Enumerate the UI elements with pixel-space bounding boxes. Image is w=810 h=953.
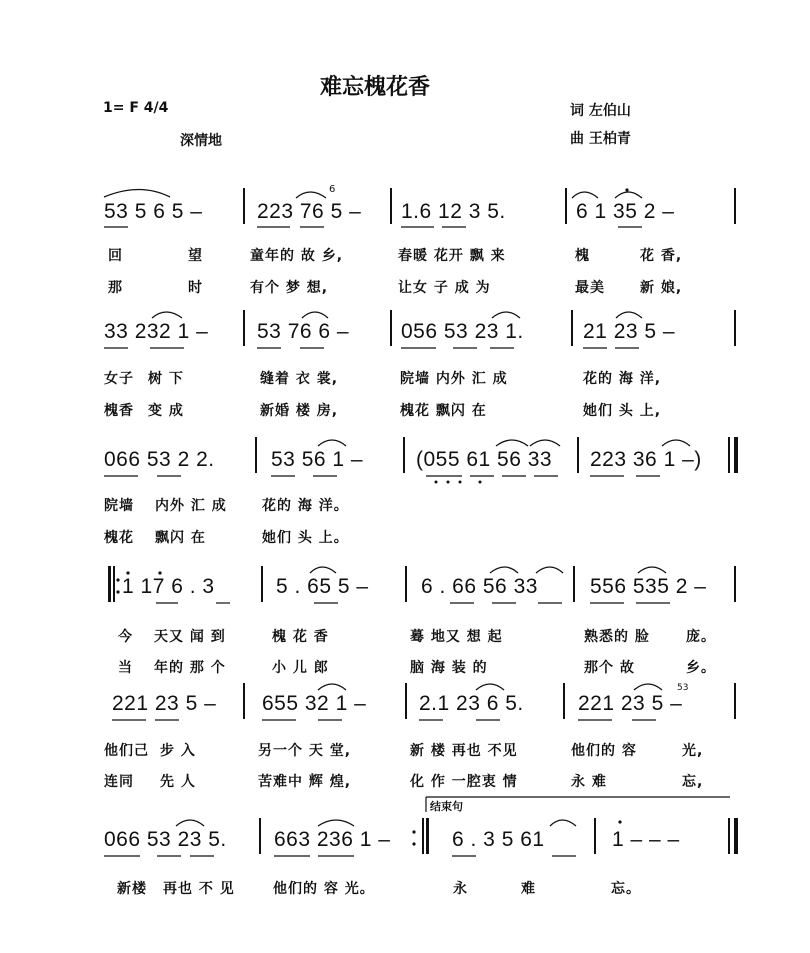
lyric: 脑 海 装 的	[410, 660, 488, 676]
bar-line	[390, 188, 392, 224]
slur	[104, 190, 170, 198]
lyric: 槐花 飘闪 在	[400, 403, 487, 419]
lyric: 难	[521, 881, 536, 897]
measure: 6 . 3 5 61	[452, 828, 545, 851]
lyric: 今	[118, 629, 133, 645]
lyric: 树 下	[148, 371, 184, 387]
measure: 221 23 5 –	[112, 692, 217, 715]
lyric: 光,	[682, 743, 704, 759]
lyric: 新婚 楼 房,	[260, 403, 339, 419]
lyric: 时	[188, 280, 203, 296]
measure: (055 61 56 33	[416, 448, 553, 471]
lyric: 望	[188, 248, 203, 264]
bar-line	[405, 566, 407, 602]
lyric: 苦难中 辉 煌,	[258, 774, 352, 790]
dot-above	[625, 188, 628, 191]
measure: 223 36 1 –)	[590, 448, 702, 471]
slur	[634, 684, 662, 690]
lyric: 内外 汇 成	[155, 498, 227, 514]
bar-line	[422, 818, 424, 854]
measure: 663 236 1 –	[274, 828, 391, 851]
lyric: 变 成	[148, 403, 184, 419]
bar-line	[108, 566, 111, 602]
slur	[662, 440, 690, 446]
lyricist-credit: 词 左伯山	[570, 103, 631, 119]
lyric: 连同	[104, 774, 134, 790]
measure: 2.1 23 6 5.	[419, 692, 524, 715]
measure: 5 . 65 5 –	[276, 575, 369, 598]
lyric: 最美	[575, 280, 605, 296]
slur	[530, 440, 560, 446]
bar-line	[259, 818, 261, 854]
lyric: 花的 海 洋,	[583, 371, 662, 387]
lyric: 庞。	[686, 629, 716, 645]
slur	[496, 440, 528, 446]
slur	[490, 567, 518, 573]
dot-repeat	[412, 842, 415, 845]
bar-line	[594, 818, 596, 854]
grace-note-mark: 53	[677, 683, 689, 693]
measure: 6 . 66 56 33	[421, 575, 538, 598]
slur	[176, 820, 204, 826]
lyric: 院墙	[104, 498, 134, 514]
bar-line	[563, 683, 565, 719]
bar-line	[573, 566, 575, 602]
slur	[476, 684, 504, 690]
lyric: 槐	[575, 248, 590, 264]
bar-line	[734, 683, 736, 719]
dot-below	[479, 481, 482, 484]
lyric: 新 娘,	[640, 280, 683, 296]
lyric: 让女 子 成 为	[398, 280, 491, 296]
slur	[296, 192, 326, 198]
bar-line	[113, 566, 115, 602]
lyric: 那个 故	[584, 660, 635, 676]
measure: 655 32 1 –	[262, 692, 367, 715]
lyric: 熟悉的 脸	[584, 629, 650, 645]
measure: 1 17 6 . 3	[122, 575, 215, 598]
grace-note-mark: 6	[329, 184, 336, 195]
measure: 6 1 35 2 –	[576, 200, 675, 223]
slur	[572, 192, 598, 198]
lyric: 新楼	[117, 881, 147, 897]
lyric: 花 香,	[640, 248, 683, 264]
bar-line	[565, 188, 567, 224]
slur	[638, 567, 666, 573]
lyric: 春暖 花开 飘 来	[398, 248, 506, 264]
slur	[536, 567, 563, 573]
lyric: 小 儿 郎	[272, 660, 329, 676]
slur	[318, 440, 346, 446]
expression-mark: 深情地	[180, 133, 222, 149]
bar-line	[734, 818, 738, 854]
lyric: 忘,	[682, 774, 704, 790]
measure: 1.6 12 3 5.	[401, 200, 506, 223]
lyric: 他们的 容 光。	[273, 881, 375, 897]
lyric: 飘闪 在	[155, 530, 206, 546]
bar-line	[734, 437, 738, 473]
bar-line	[734, 310, 736, 346]
lyric: 那	[108, 280, 123, 296]
slur	[318, 820, 354, 826]
slur	[318, 684, 346, 690]
lyric: 槐 花 香	[272, 629, 329, 645]
dot-below	[459, 481, 462, 484]
lyric: 她们 头 上。	[262, 530, 349, 546]
lyric: 童年的 故 乡,	[250, 248, 344, 264]
lyric: 再也 不 见	[163, 881, 235, 897]
dot-above	[618, 820, 621, 823]
lyric: 他们己	[104, 743, 149, 759]
composer-credit: 曲 王柏青	[570, 131, 631, 147]
slur	[492, 312, 520, 318]
bar-line	[243, 188, 245, 224]
lyric: 当	[118, 660, 133, 676]
lyric: 新 楼 再也 不见	[410, 743, 518, 759]
measure: 221 23 5 –	[578, 692, 683, 715]
dot-repeat	[116, 578, 119, 581]
measure: 066 53 2 2.	[104, 448, 215, 471]
lyric: 回	[108, 248, 123, 264]
bar-line	[577, 437, 579, 473]
lyric: 永	[453, 881, 468, 897]
bar-line	[390, 310, 392, 346]
bar-line	[405, 683, 407, 719]
slur	[616, 312, 642, 318]
lyric: 她们 头 上,	[583, 403, 662, 419]
lyric: 年的 那 个	[154, 660, 226, 676]
dot-repeat	[412, 830, 415, 833]
bar-line	[261, 566, 263, 602]
measure: 53 5 6 5 –	[104, 200, 203, 223]
slur	[615, 192, 642, 198]
lyric: 天又 闻 到	[154, 629, 226, 645]
key-time-signature: 1= F 4/4	[103, 100, 169, 116]
measure: 066 53 23 5.	[104, 828, 227, 851]
bar-line	[734, 188, 736, 224]
ending-label: 结束句	[430, 800, 463, 813]
bar-line	[243, 683, 245, 719]
lyric: 先 人	[160, 774, 196, 790]
lyric: 女子	[104, 371, 134, 387]
lyric: 永 难	[571, 774, 607, 790]
lyric: 有个 梦 想,	[250, 280, 329, 296]
lyric: 另一个 天 堂,	[258, 743, 352, 759]
measure: 33 232 1 –	[104, 320, 209, 343]
lyric: 他们的 容	[571, 743, 637, 759]
bar-line	[728, 818, 730, 854]
dot-repeat	[116, 590, 119, 593]
bar-line	[734, 566, 736, 602]
measure: 056 53 23 1.	[401, 320, 524, 343]
bar-line	[728, 437, 730, 473]
slur	[302, 312, 328, 318]
measure: 556 535 2 –	[590, 575, 707, 598]
lyric: 槐花	[104, 530, 134, 546]
slur	[152, 312, 182, 318]
measure: 21 23 5 –	[583, 320, 676, 343]
measure: 1 – – –	[612, 828, 680, 851]
slur	[550, 820, 576, 826]
dot-below	[435, 481, 438, 484]
measure: 53 76 6 –	[257, 320, 350, 343]
slur	[310, 567, 336, 573]
lyric: 槐香	[104, 403, 134, 419]
bar-line	[403, 437, 405, 473]
lyric: 化 作 一腔衷 情	[410, 774, 518, 790]
bar-line	[243, 310, 245, 346]
lyric: 乡。	[686, 660, 716, 676]
lyric: 院墙 内外 汇 成	[400, 371, 508, 387]
lyric: 缝着 衣 裳,	[260, 371, 339, 387]
bar-line	[571, 310, 573, 346]
song-title: 难忘槐花香	[320, 75, 431, 100]
bar-line	[426, 818, 429, 854]
lyric: 步 入	[160, 743, 196, 759]
measure: 53 56 1 –	[271, 448, 364, 471]
bar-line	[255, 437, 257, 473]
lyric: 蓦 地又 想 起	[410, 629, 503, 645]
measure: 223 76 5 –	[257, 200, 362, 223]
dot-below	[447, 481, 450, 484]
lyric: 花的 海 洋。	[262, 498, 349, 514]
lyric: 忘。	[611, 881, 641, 897]
